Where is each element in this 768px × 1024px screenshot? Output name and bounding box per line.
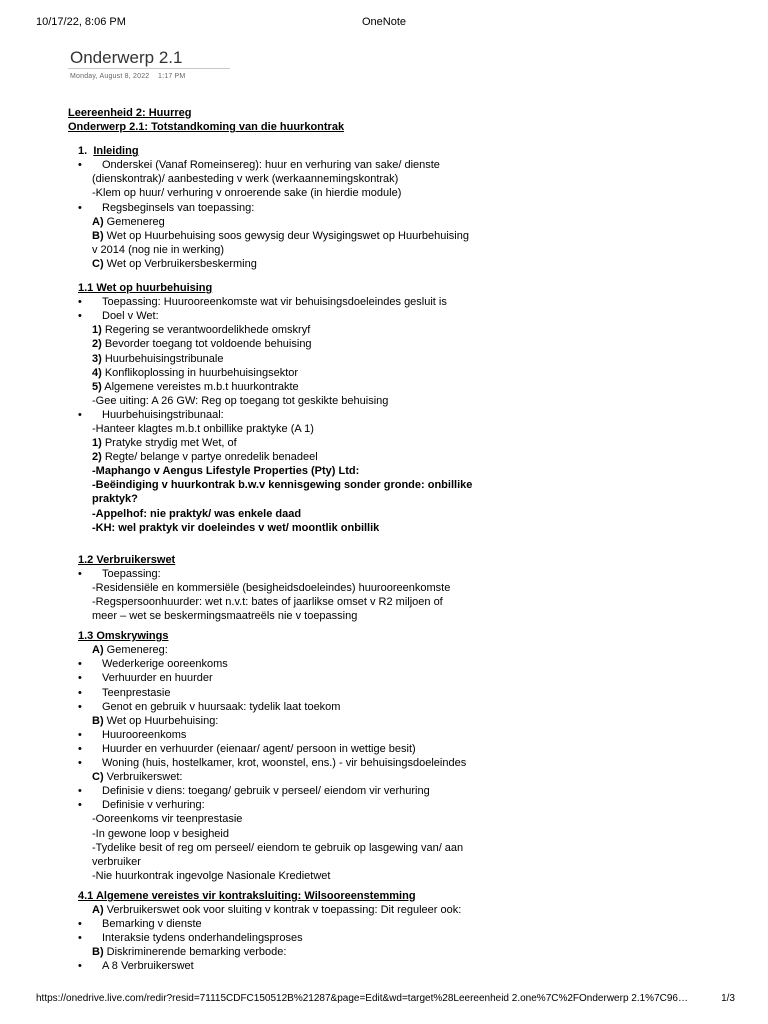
section-1-2-heading: 1.2 Verbruikerswet: [78, 553, 176, 566]
text-line: -Ooreenkoms vir teenprestasie: [92, 813, 243, 826]
numbered-item: [68, 380, 488, 394]
item-number: 4): [92, 366, 102, 379]
text-line: -Regspersoonhuurder: wet n.v.t: bates of jaarlikse omset v R2 miljoen of: [92, 596, 443, 608]
text-line: (dienskontrak)/ aanbesteding v werk (werkaannemingskontrak): [92, 173, 399, 186]
section-1-3-heading: 1.3 Omskrywings: [78, 630, 169, 643]
item-label: B): [92, 946, 104, 959]
item-text: Konflikoplossing in huurbehuisingsektor: [101, 366, 299, 379]
bullet-text: Bemarking v dienste: [102, 918, 202, 931]
item-text: Wet op Huurbehuising soos gewysig deur Wysigingswet op Huurbehuising: [103, 229, 469, 242]
page-date-time: [70, 73, 185, 80]
numbered-item: [68, 366, 488, 380]
text-line: -KH: wel praktyk vir doeleindes v wet/ moontlik onbillik: [92, 521, 380, 534]
case-name: -Maphango v Aengus Lifestyle Properties (Pty) Ltd:: [92, 465, 360, 478]
title-underline: [68, 68, 230, 69]
text-line: -Beëindiging v huurkontrak b.w.v kennisgewing sonder gronde: onbillike: [92, 479, 473, 492]
item-number: 1): [92, 437, 102, 450]
bullet-text: Doel v Wet:: [102, 310, 159, 323]
numbered-item: [68, 436, 488, 450]
bullet-text: Genot en gebruik v huursaak: tydelik laat toekom: [102, 700, 341, 713]
item-label: A): [92, 644, 104, 657]
item-text: Verbruikerswet:: [103, 771, 183, 784]
bullet-text: Teenprestasie: [102, 686, 171, 699]
item-label: B): [92, 714, 104, 727]
bullet-item: [68, 309, 488, 323]
bullet-item: [68, 700, 488, 714]
bullet-item: [68, 931, 488, 945]
print-timestamp: 10/17/22, 8:06 PM: [36, 16, 126, 28]
print-app-name: OneNote: [361, 16, 407, 28]
sub-item-b: [68, 714, 488, 728]
bullet-text: Toepassing: Huurooreenkomste wat vir behuisingsdoeleindes gesluit is: [102, 296, 447, 309]
bullet-text: Regsbeginsels van toepassing:: [102, 201, 255, 214]
item-text: Huurbehuisingstribunale: [101, 352, 224, 365]
bullet-item: [68, 567, 488, 581]
bullet-text: Definisie v diens: toegang/ gebruik v perseel/ eiendom vir verhuring: [102, 785, 430, 798]
bullet-item: [68, 657, 488, 671]
numbered-item: [68, 337, 488, 351]
section-title: Inleiding: [93, 145, 139, 158]
bullet-text: Toepassing:: [102, 567, 161, 580]
bullet-item: [68, 728, 488, 742]
text-line: -Nie huurkontrak ingevolge Nasionale Kredietwet: [92, 869, 331, 882]
section-number: 1.: [78, 145, 88, 158]
bullet-text: Onderskei (Vanaf Romeinsereg): huur en verhuring van sake/ dienste: [102, 159, 440, 172]
bullet-item: [68, 917, 488, 931]
text-line: -Appelhof: nie praktyk/ was enkele daad: [92, 507, 302, 520]
item-number: 3): [92, 352, 102, 365]
bullet-text: Huurder en verhuurder (eienaar/ agent/ persoon in wettige besit): [102, 742, 416, 755]
heading-leereenheid: Leereenheid 2: Huurreg: [68, 107, 192, 119]
sub-item-b: [68, 229, 488, 243]
sub-item-c: [68, 257, 488, 271]
sub-item-a: [68, 643, 488, 657]
bullet-item: [68, 686, 488, 700]
item-label: A): [92, 215, 104, 228]
section-1-1-heading: 1.1 Wet op huurbehuising: [78, 282, 213, 295]
text-line: -Tydelike besit of reg om perseel/ eiendom te gebruik op lasgewing van/ aan: [92, 841, 464, 854]
bullet-item: [68, 742, 488, 756]
bullet-text: Woning (huis, hostelkamer, krot, woonstel, ens.) - vir behuisingsdoeleindes: [102, 757, 467, 770]
page-date: Monday, August 8, 2022: [70, 73, 150, 80]
footer-url-link[interactable]: https://onedrive.live.com/redir?resid=71115CDFC150512B%21287&page=Edit&wd=target%28Leereenheid 2.one%7C%2FOnderwerp 2.1%7C96…: [36, 993, 688, 1004]
sub-item-c: [68, 770, 488, 784]
page-number: 1/3: [721, 993, 735, 1004]
item-number: 5): [92, 380, 102, 393]
bullet-text: Definisie v verhuring:: [102, 799, 205, 812]
item-text: Bevorder toegang tot voldoende behuising: [101, 338, 312, 351]
numbered-item: [68, 323, 488, 337]
item-number: 2): [92, 451, 102, 464]
item-text: Regte/ belange v partye onredelik benadeel: [101, 451, 318, 464]
text-line: -Klem op huur/ verhuring v onroerende sake (in hierdie module): [92, 187, 402, 200]
numbered-item: [68, 450, 488, 464]
bullet-item: [68, 158, 488, 172]
page-time: 1:17 PM: [157, 73, 186, 80]
bullet-item: [68, 784, 488, 798]
item-text: Diskriminerende bemarking verbode:: [103, 946, 287, 959]
text-line: meer – wet se beskermingsmaatreëls nie v toepassing: [92, 610, 358, 623]
bullet-text: Huurbehuisingstribunaal:: [102, 408, 224, 421]
item-text: Algemene vereistes m.b.t huurkontrakte: [101, 380, 299, 393]
text-line: praktyk?: [92, 493, 138, 506]
sub-item-a: [68, 215, 488, 229]
item-text: Regering se verantwoordelikhede omskryf: [101, 324, 311, 337]
item-label: C): [92, 771, 104, 784]
bullet-item: [68, 408, 488, 422]
section-inleiding-heading: [68, 144, 488, 158]
bullet-text: A 8 Verbruikerswet: [102, 960, 194, 973]
item-label: C): [92, 257, 104, 270]
item-text: Wet op Verbruikersbeskerming: [103, 257, 257, 270]
page-title[interactable]: Onderwerp 2.1: [70, 48, 183, 67]
bullet-item: [68, 798, 488, 812]
bullet-text: Verhuurder en huurder: [102, 672, 213, 685]
item-number: 2): [92, 338, 102, 351]
section-4-1-heading: 4.1 Algemene vereistes vir kontraksluiting: Wilsooreenstemming: [78, 889, 416, 902]
note-content[interactable]: [68, 106, 488, 973]
item-label: B): [92, 229, 104, 242]
item-number: 1): [92, 324, 102, 337]
bullet-text: Wederkerige ooreenkoms: [102, 658, 228, 671]
text-line: -Hanteer klagtes m.b.t onbillike praktyke (A 1): [92, 422, 314, 435]
bullet-item: [68, 201, 488, 215]
item-text: Wet op Huurbehuising:: [103, 714, 219, 727]
bullet-item: [68, 295, 488, 309]
item-text: Verbruikerswet ook voor sluiting v kontrak v toepassing: Dit reguleer ook:: [103, 903, 462, 916]
text-line: -In gewone loop v besigheid: [92, 827, 229, 840]
item-label: A): [92, 903, 104, 916]
text-line: -Residensiële en kommersiële (besigheidsdoeleindes) huurooreenkomste: [92, 581, 451, 594]
bullet-text: Interaksie tydens onderhandelingsproses: [102, 932, 303, 945]
bullet-text: Huurooreenkoms: [102, 728, 187, 741]
bullet-item: [68, 671, 488, 685]
sub-item-a: [68, 903, 488, 917]
bullet-item: [68, 959, 488, 973]
numbered-item: [68, 352, 488, 366]
text-line: -Gee uiting: A 26 GW: Reg op toegang tot geskikte behuising: [92, 394, 389, 407]
sub-item-b: [68, 945, 488, 959]
text-line: v 2014 (nog nie in werking): [92, 243, 225, 256]
heading-onderwerp: Onderwerp 2.1: Totstandkoming van die huurkontrak: [68, 121, 345, 134]
item-text: Gemenereg:: [103, 644, 168, 657]
item-text: Pratyke strydig met Wet, of: [101, 437, 237, 450]
text-line: verbruiker: [92, 855, 141, 868]
bullet-item: [68, 756, 488, 770]
item-text: Gemenereg: [103, 215, 165, 228]
